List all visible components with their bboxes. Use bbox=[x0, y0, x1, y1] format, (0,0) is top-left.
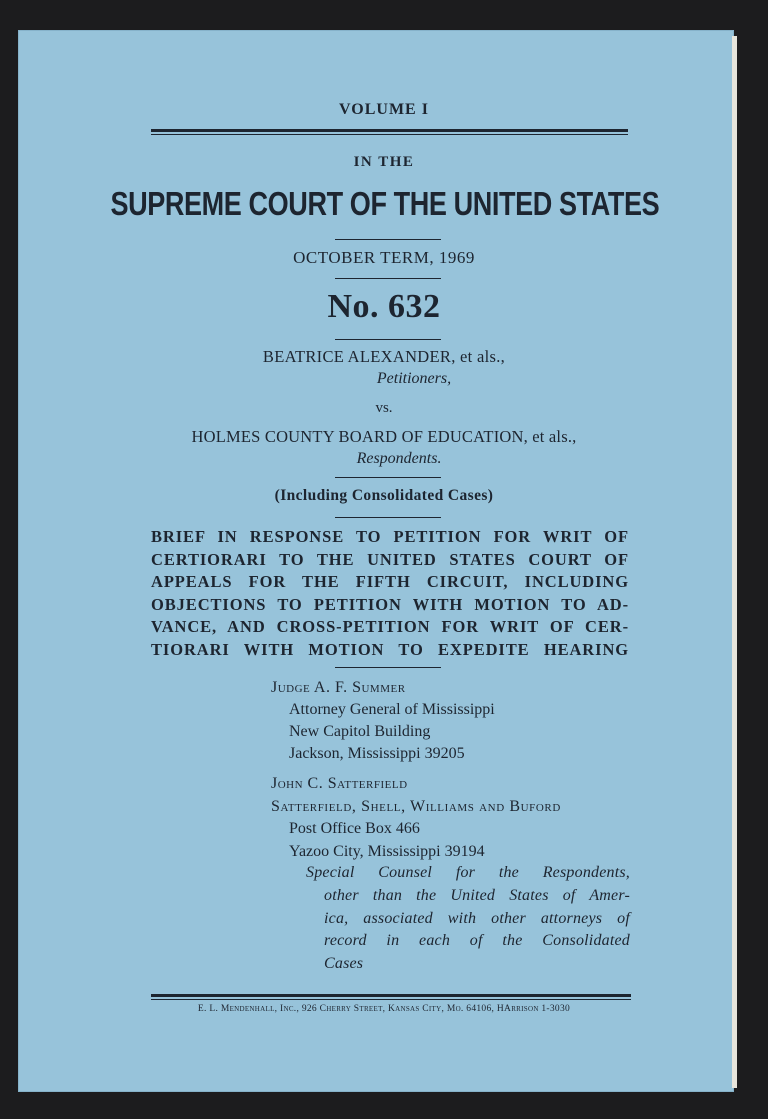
term: OCTOBER TERM, 1969 bbox=[293, 248, 475, 267]
brief-title-line: APPEALS FOR THE FIFTH CIRCUIT, INCLUDING bbox=[151, 572, 629, 592]
top-double-rule-thick bbox=[151, 129, 628, 132]
special-counsel-note bbox=[306, 862, 630, 976]
brief-title-line: BRIEF IN RESPONSE TO PETITION FOR WRIT OF bbox=[151, 527, 629, 546]
law-firm-name: Satterfield, Shell, Williams and Buford bbox=[271, 798, 561, 815]
law-firm-address: Post Office Box 466 bbox=[289, 820, 420, 837]
consolidated-note: (Including Consolidated Cases) bbox=[274, 487, 494, 504]
bottom-double-rule-thick bbox=[151, 994, 631, 997]
attorney-general-city: Jackson, Mississippi 39205 bbox=[289, 745, 465, 762]
note-line: ica, associated with other attorneys of bbox=[324, 909, 630, 927]
divider bbox=[335, 339, 441, 340]
note-line: record in each of the Consolidated bbox=[324, 932, 630, 950]
note-line: Special Counsel for the Respondents, bbox=[306, 864, 630, 881]
divider bbox=[335, 517, 441, 518]
divider bbox=[335, 239, 441, 240]
brief-title-line: OBJECTIONS TO PETITION WITH MOTION TO AD- bbox=[151, 594, 629, 614]
court-prefix: IN THE bbox=[353, 154, 415, 170]
attorney-general-address: New Capitol Building bbox=[289, 723, 431, 740]
printer-imprint: E. L. Mendenhall, Inc., 926 Cherry Street, Kansas City, Mo. 64106, HArrison 1-3030 bbox=[197, 1004, 571, 1014]
brief-title bbox=[151, 526, 629, 662]
brief-title-line: VANCE, AND CROSS-PETITION FOR WRIT OF CER- bbox=[151, 617, 629, 637]
docket-number: No. 632 bbox=[327, 288, 441, 325]
special-counsel-name: John C. Satterfield bbox=[271, 775, 408, 792]
law-firm-city: Yazoo City, Mississippi 39194 bbox=[289, 843, 485, 860]
divider bbox=[335, 477, 441, 478]
attorney-general-title: Attorney General of Mississippi bbox=[289, 701, 495, 718]
note-line: other than the United States of Amer- bbox=[324, 886, 630, 904]
brief-title-line: CERTIORARI TO THE UNITED STATES COURT OF bbox=[151, 549, 629, 569]
attorney-general-name: Judge A. F. Summer bbox=[271, 679, 406, 696]
top-double-rule-thin bbox=[151, 134, 628, 135]
page-edge bbox=[732, 36, 737, 1088]
court-name: SUPREME COURT OF THE UNITED STATES bbox=[110, 185, 660, 222]
brief-title-line: TIORARI WITH MOTION TO EXPEDITE HEARING bbox=[151, 639, 629, 659]
versus: vs. bbox=[375, 400, 393, 416]
divider bbox=[335, 278, 441, 279]
volume-label: VOLUME I bbox=[339, 101, 429, 118]
bottom-double-rule-thin bbox=[151, 999, 631, 1000]
respondent-name: HOLMES COUNTY BOARD OF EDUCATION, et als., bbox=[191, 427, 577, 446]
petitioner-name: BEATRICE ALEXANDER, et als., bbox=[262, 347, 506, 366]
divider bbox=[335, 667, 441, 668]
petitioner-role: Petitioners, bbox=[376, 370, 452, 387]
respondent-role: Respondents. bbox=[356, 450, 442, 467]
note-line: Cases bbox=[324, 955, 364, 973]
